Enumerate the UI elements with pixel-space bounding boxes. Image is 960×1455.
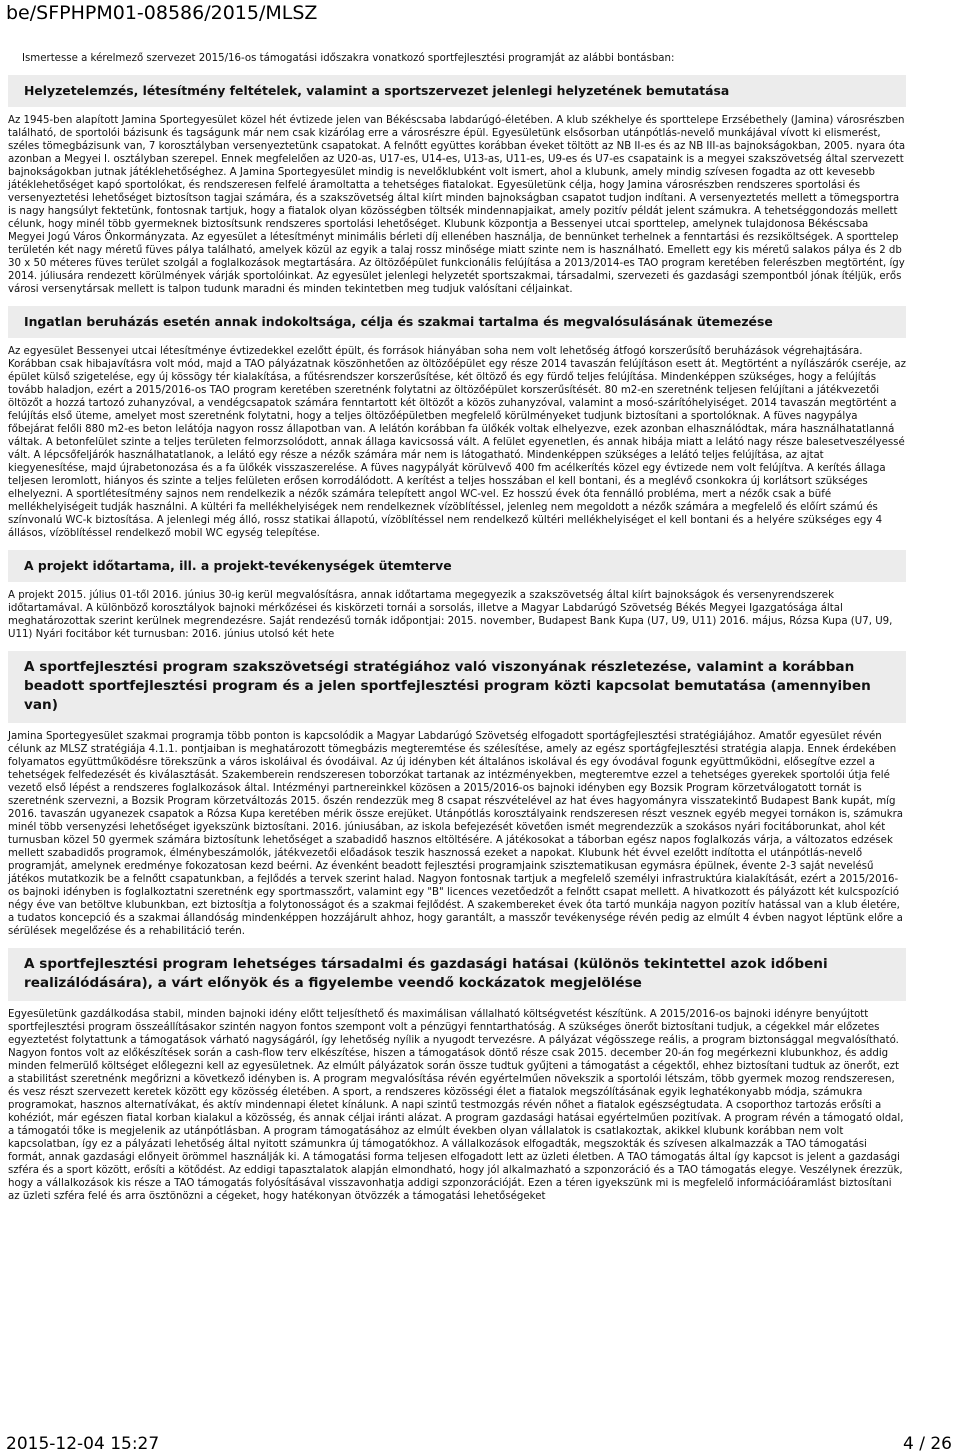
section-heading-strategy: A sportfejlesztési program szakszövetségi stratégiához való viszonyának részletezése, valamint a korábban beadott sportfejlesztési program és a jelen sportfejlesztési program közti kapcsolat bemutatása (amennyiben van) xyxy=(8,651,906,723)
section-heading-impacts: A sportfejlesztési program lehetséges társadalmi és gazdasági hatásai (különös tekintettel azok időbeni realizálódására), a várt előnyök és a figyelembe veendő kockázatok megjelölése xyxy=(8,948,906,1001)
section-heading-real-estate: Ingatlan beruházás esetén annak indokoltsága, célja és szakmai tartalma és megvalósulásának ütemezése xyxy=(8,306,906,338)
footer-page-number: 4 / 26 xyxy=(903,1434,952,1454)
section-body-schedule: A projekt 2015. július 01-től 2016. június 30-ig kerül megvalósításra, annak időtartama megegyezik a szakszövetség által kiírt bajnokságok és versenyrendszerek időtartamával. A különböző korosztályok bajnoki mérkőzései és kiskörzeti tornái a sorsolás, illetve a Magyar Labdarúgó Szövetség Békés Megyei Igazgatósága által meghatározottak szerint kerülnek megrendezésre. Saját rendezésű tornák időpontjai: 2015. november, Budapest Bank Kupa (U7, U9, U11) 2016. május, Rózsa Kupa (U7, U9, U11) Nyári focitábor két turnusban: 2016. június utolsó két hete xyxy=(8,590,893,640)
document-id: be/SFPHPM01-08586/2015/MLSZ xyxy=(6,2,318,24)
section-body-situation: Az 1945-ben alapított Jamina Sportegyesület közel hét évtizede jelen van Békéscsaba labdarúgó-életében. A klub székhelye és sporttelepe Erzsébethely (Jamina) városrészben található, de sportolói bázisunk és tagságunk már nem csak kizárólag erre a városrészre épül. Egyesületünk elsősorban utánpótlás-nevelő munkájával vívott ki elismerést, széles tömegbázisunk van, 7 korosztályban versenyeztetünk csapatokat. A felnőtt együttes korábban éveket töltött az NB II-es és az NB III-as bajnokságokban, 2005. nyara óta azonban a Megyei I. osztályban szerepel. Ennek megfelelően az U20-as, U17-es, U14-es, U13-as, U11-es, U9-es és U7-es csapataink is a megyei szakszövetség által szervezett bajnokságokban jutnak játéklehetőséghez. A Jamina Sportegyesület mindig is nevelőklubként volt ismert, ahol a klubunk, amely mindig szívesen fogadta az ott kevesebb játéklehetőséget kapó sportolókat, és rendszeresen felfelé áramoltatta a tehetséges fiatalokat. Egyesületünk célja, hogy Jamina városrészben rendszeres sportolási és versenyeztetési lehetőséget biztosítson tagjai számára, és a szakszövetség által kiírt minden bajnokságban csapatot tudjon indítani. A versenyeztetés mellett a tömegsportra is nagy hangsúlyt fektetünk, fontosnak tartjuk, hogy a fiatalok olyan közösségben töltsék mindennapjaikat, amely pozitív példát jelent számukra. A tehetséggondozás mellett célunk, hogy minél több gyermeknek biztosítsunk rendszeres sportolási lehetőséget. Klubunk központja a Bessenyei utcai sporttelep, amelynek tulajdonosa Békéscsaba Megyei Jogú Város Önkormányzata. Az egyesület a létesítményt minimális bérleti díj ellenében használja, de bennünket terhelnek a fenntartási és rezsiköltségek. A sporttelep területén két nagy méretű füves pálya található, amelyek közül az egyik a talaj rossz minősége miatt szinte nem is használható. Emellett egy kis méretű salakos pálya és 2 db 30 x 50 méteres füves terület szolgál a foglalkozások megtartására. Az öltözőépület funkcionális felújítása a 2013/2014-es TAO program keretében felerészben megtörtént, így 2014. júliusára rendezett körülmények várják sportolóinkat. Az egyesület jelenlegi helyzetét sportszakmai, társadalmi, szervezeti és gazdasági szempontból jónak ítéljük, erős városi versenytársak mellett is talpon tudunk maradni és minden tekintetben meg tudjuk valósítani céljainkat. xyxy=(8,115,906,295)
document-body xyxy=(8,52,906,1203)
section-body-real-estate: Az egyesület Bessenyei utcai létesítménye évtizedekkel ezelőtt épült, és források hiányában soha nem volt lehetőség átfogó korszerűsítő beruházások végrehajtására. Korábban csak hibajavításra volt mód, majd a TAO pályázatnak köszönhetően az öltözőépület egy része 2014 tavaszán felújításon esett át. Megtörtént a nyílászárók cseréje, az épület külső szigetelése, egy új kössögy tér kialakítása, a fűtésrendszer korszerűsítése, két öltöző és egy fürdő teljes felújítása. Mindenképpen szükséges, hogy a felújítás tovább haladjon, ezért a 2015/2016-os TAO program keretében szeretnénk folytatni az öltözőépület korszerűsítését. 80 m2-en szeretnénk teljesen felújítani a játékvezetői öltözőt a hozzá tartozó zuhanyzóval, a vendégcsapatok számára fenntartott két öltözőt a közös zuhanyzóval, valamint a mosó-szárítóhelyiséget. 2014 tavaszán megtörtént a felújítás első üteme, amelyet most szeretnénk folytatni, hogy a teljes öltözőépületben megfelelő körülményeket tudjunk biztosítani a sportolóknak. A füves nagypálya főbejárat felőli 880 m2-es beton lelátója nagyon rossz állapotban van. A lelátón korábban fa ülőkék voltak elhelyezve, ezek azonban elhasználódtak, mára használhatatlanná váltak. A betonfelület szinte a teljes területen felmorzsolódott, annak állaga kavicsossá vált. A felület egyenetlen, és annak hibája miatt a lelátó nagy része balesetveszélyessé vált. A lépcsőfeljárók használhatatlanok, a lelátó egy része a nézők számára már nem is látogatható. Mindenképpen szükséges a lelátó teljes felújítása, az ajtat kiegyenesítése, majd újrabetonozása és a fa ülőkék visszaszerelése. A füves nagypályát körülvevő 400 fm acélkerítés közel egy évtizede nem volt felújítva. A kerítés állaga teljesen leromlott, hiányos és szinte a teljes felületen erősen korrodálódott. A kerítést a teljes hosszában el kell bontani, és a meglévő csonkokra új korlátsort szükséges elhelyezni. A sportlétesítmény sajnos nem rendelkezik a nézők számára telepített angol WC-vel. Ez hosszú évek óta fennálló probléma, mert a nézők csak a büfé mellékhelyiségeit tudják használni. A kültéri fa mellékhelyiségek nem rendelkeznek vízöblítéssel, jelenleg nem megoldott a nézők számára a megfelelő és előírt számú és színvonalú WC-k biztosítása. A jelenlegi még álló, rossz statikai állapotú, vízöblítéssel nem rendelkező kültéri mellékhelyiséget el kell bontani és a helyére szükséges egy 4 állásos, vízöblítéssel rendelkező mobil WC egység telepítése. xyxy=(8,346,906,539)
section-body-impacts: Egyesületünk gazdálkodása stabil, minden bajnoki idény előtt teljesíthető és maximálisan vállalható költségvetést készítünk. A 2015/2016-os bajnoki idényre benyújtott sportfejlesztési program összeállításakor szintén nagyon fontos szempont volt a pénzügyi fenntarthatóság. A szükséges önerőt biztosítani tudjuk, a cégekkel már előzetes egyeztetést folytattunk a támogatások várható nagyságáról, így lehetőség nyílik a nyugodt tervezésre. A pályázat végösszege reális, a program biztonsággal megvalósítható. Nagyon fontos volt az előkészítések során a cash-flow terv elkészítése, hiszen a támogatások döntő része csak 2015. december 20-án fog megérkezni klubunkhoz, és addig minden felmerülő költséget előlegezni kell az egyesületnek. Az elmúlt pályázatok során össze tudtuk gyűjteni a támogatást a cégektől, ehhez biztosítani tudtuk az önerőt, ezt a stabilitást szeretnénk megőrizni a következő idényben is. A program megvalósítása révén egyértelműen növekszik a sportolói létszám, több gyermek mozog rendszeresen, és vesz részt szervezett keretek között egy közösség életében. A sport, a rendszeres közösségi élet a fiatalok megszólításának egyik leghatékonyabb módja, számukra programokat, hasznos alternatívákat, és aktív mindennapi életet kínálunk. A napi szintű testmozgás révén nőhet a fiatalok egészségtudata. A csoporthoz tartozás erősíti a kohéziót, már egészen fiatal korban kialakul a közösség, és annak céljai iránti alázat. A program gazdasági hatásai egyértelműen pozitívak. A program révén a támogató oldal, a támogatói tőke is megjelenik az utánpótlásban. A program támogatásához az elmúlt években olyan vállalatok is csatlakoztak, akikkel klubunk korábban nem volt kapcsolatban, így ez a pályázati lehetőség által nyitott számunkra új támogatókhoz. A vállalkozások elfogadták, megszokták és szívesen alkalmazzák a TAO támogatási formát, annak gazdasági előnyeit örömmel használják ki. A támogatási forma teljesen elfogadott lett az üzleti életben. A TAO támogatás által így kapcsot is jelent a gazdasági szféra és a sport között, erősíti a kötődést. Az eddigi tapasztalatok alapján elmondható, hogy jól alkalmazható a szponzoráció és a TAO támogatás elegye. Veszélynek érezzük, hogy a vállalkozások kis része a TAO támogatás folyósításával visszavonhatja addigi szponzorációját. Ezen a téren igyekszünk mi is megfelelő információáramlást biztosítani az üzleti szféra felé és arra ösztönözni a cégeket, hogy hatékonyan ötvözzék a támogatási lehetőségeket xyxy=(8,1009,904,1202)
section-body-strategy: Jamina Sportegyesület szakmai programja több ponton is kapcsolódik a Magyar Labdarúgó Szövetség elfogadott sportágfejlesztési stratégiájához. Amatőr egyesület révén célunk az MLSZ stratégiája 4.1.1. pontjaiban is meghatározott tömegbázis megteremtése és szélesítése, amely az egész sportágfejlesztési stratégia alapja. Ennek érdekében folyamatos együttműködésre törekszünk a város iskoláival és óvodáival. Az új idényben két általános iskolával és egy óvodával fogunk együttműködni, elősegítve ezzel a tehetségek felfedezését és kiválasztását. Szakemberein rendszeresen toborzókat tartanak az intézményekben, megteremtve ezzel a tehetséges gyerekek sportolói útja felé vezető első lépést a rendszeres foglalkozások által. Intézményi partnereinkkel közösen a 2015/2016-os bajnoki idényben egy Bozsik Program körzetválogatott tornát is szeretnénk szervezni, a Bozsik Program körzetváltozás 2015. őszén rendezzük meg 8 csapat részvételével az hat éves hagyományra visszatekintő Budapest Bank kupát, míg 2016. tavaszán ugyanezek csapatok a Rózsa Kupa keretében mérik össze erejüket. Utánpótlás korosztályaink rendszeresen részt vesznek egyéb megyei tornákon is, számukra minél több versenyzési lehetőséget igyekszünk biztosítani. 2016. júniusában, az iskola befejezését követően ismét megrendezzük a szokásos nyári focitáborunkat, ahol két turnusban közel 50 gyermek számára biztosítunk lehetőséget a szabadidő hasznos eltöltésére. A játékosokat a táborban egész napos foglalkozás várja, a változatos edzések mellett szabadidős programok, élménybeszámolók, játékvezetői előadások teszik hasznossá ezeket a napokat. Klubunk hét évvel ezelőtt indította el utánpótlás-nevelő programját, amelynek eredménye fokozatosan kezd beérni. Az évenként beadott fejlesztési programjaink szisztematikusan egymásra épülnek, évente 2-3 saját nevelésű játékos mutatkozik be a felnőtt csapatunkban, a fejlődés a tervek szerint halad. Nagyon fontosnak tartjuk a megfelelő személyi infrastruktúra kialakítását, ezért a 2015/2016-os bajnoki idényben is foglalkoztatni szeretnénk egy sportmasszőrt, valamint egy "B" licences vezetőedzőt a felnőtt csapat mellett. A hivatkozott és pályázott két kulcspozíció négy éve van betöltve klubunkban, ezt biztosítja a folytonosságot és a szakmai fejlődést. A szakembereket évek óta tartó munkája nagyon pozitív hatással van a klub életére, a tudatos koncepció és a szakmai állandóság mindenképpen hozzájárult ahhoz, hogy garantált, a masszőr tevékenysége révén pedig az elmúlt 4 évben nagyot léptünk előre a sérülések megelőzése és a rehabilitáció terén. xyxy=(8,731,904,937)
section-heading-schedule: A projekt időtartama, ill. a projekt-tevékenységek ütemterve xyxy=(8,550,906,582)
footer-timestamp: 2015-12-04 15:27 xyxy=(6,1434,160,1454)
section-heading-situation: Helyzetelemzés, létesítmény feltételek, valamint a sportszervezet jelenlegi helyzetének bemutatása xyxy=(8,75,906,107)
intro-text: Ismertesse a kérelmező szervezet 2015/16-os támogatási időszakra vonatkozó sportfejlesztési programját az alábbi bontásban: xyxy=(22,53,675,64)
